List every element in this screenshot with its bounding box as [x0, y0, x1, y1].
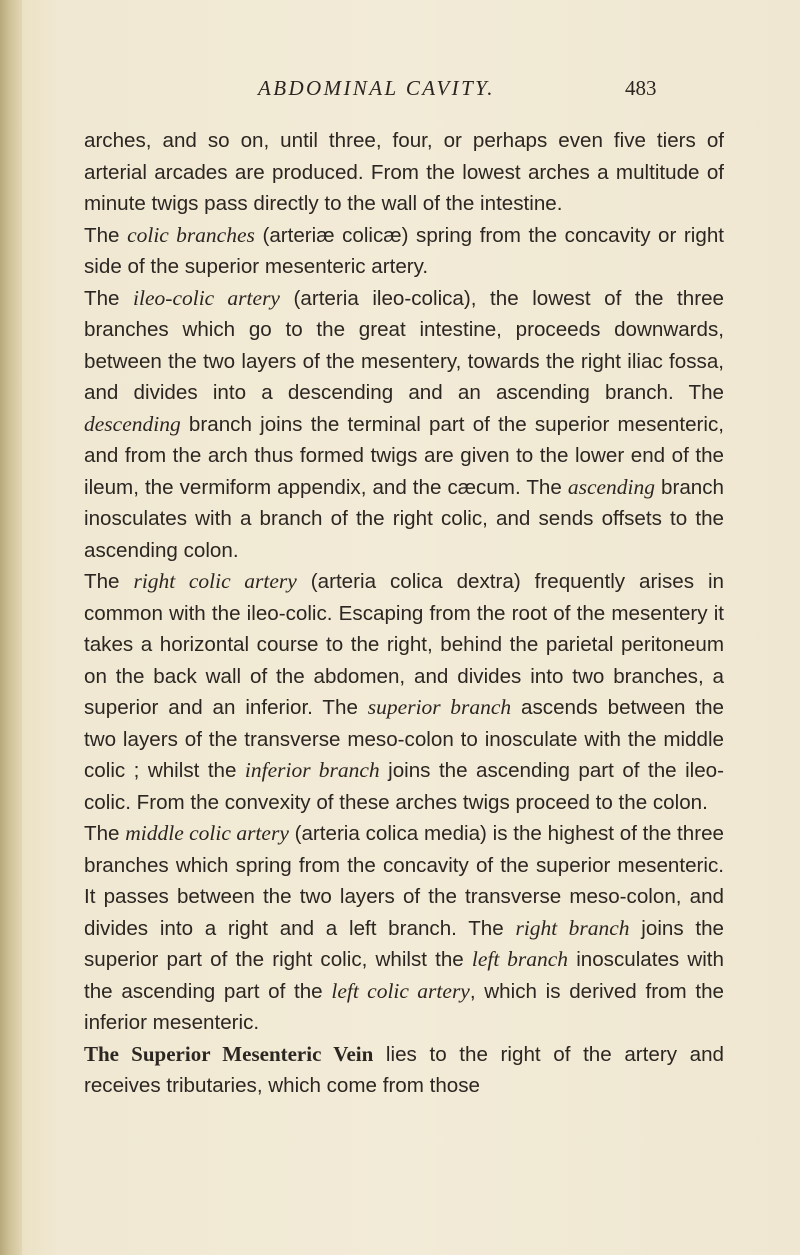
paragraph — [84, 283, 724, 567]
text-run: branch joins the terminal part of the superior mesenteric, and from the arch thus formed twigs are given to the lower end of the ileum, the vermiform appendix, and the cæcum. The — [84, 412, 724, 499]
page-number: 483 — [625, 76, 657, 100]
italic-term: right branch — [515, 915, 630, 940]
italic-term: ascending — [567, 474, 656, 499]
italic-term: ileo-colic artery — [133, 285, 280, 310]
running-title: ABDOMINAL CAVITY. — [258, 76, 495, 100]
paragraph — [84, 125, 724, 220]
text-run: (arteria colica media) is the highest of the three branches which spring from the concavity of the superior mesenteric. It passes between the two layers of the transverse meso-colon, and divides into a right and a left branch. The — [84, 822, 724, 940]
italic-term: left branch — [471, 947, 569, 971]
text-run: joins the superior part of the right colic, whilst the — [84, 916, 724, 971]
italic-term: left colic artery — [331, 978, 470, 1003]
text-run: (arteria ileo-colica), the lowest of the three branches which go to the great intestine, proceeds downwards, between the two layers of the mesentery, towards the right iliac fossa, and divides into a descending and an ascending branch. The — [84, 286, 724, 404]
text-run: arches, and so on, until three, four, or perhaps even five tiers of arterial arcades are produced. From the lowest arches a multitude of minute twigs pass directly to the wall of the intestine. — [84, 129, 724, 215]
text-run: The — [84, 570, 134, 593]
italic-term: superior branch — [367, 695, 512, 719]
text-run: branch inosculates with a branch of the right colic, and sends offsets to the ascending colon. — [84, 475, 724, 562]
italic-term: middle colic artery — [125, 821, 289, 845]
paragraph — [84, 566, 724, 818]
text-run: inosculates with the ascending part of the — [84, 948, 724, 1003]
text-run: , which is derived from the inferior mesenteric. — [84, 979, 724, 1034]
italic-term: colic branches — [127, 222, 255, 247]
page-header — [0, 56, 800, 100]
text-run: (arteria colica dextra) frequently arises in common with the ileo-colic. Escaping from the root of the mesentery it takes a horizontal course to the right, behind the parietal peritoneum on the back wall of the abdomen, and divides into two branches, a superior and an inferior. The — [84, 570, 724, 719]
italic-term: descending — [84, 411, 181, 436]
italic-term: right colic artery — [133, 569, 297, 593]
text-run: lies to the right of the artery and receives tributaries, which come from those — [84, 1042, 724, 1097]
italic-term: inferior branch — [244, 758, 380, 782]
text-run: The — [84, 223, 128, 247]
body-text — [84, 125, 724, 1102]
text-run: (arteriæ colicæ) spring from the concavity or right side of the superior mesenteric artery. — [84, 223, 724, 278]
paragraph — [84, 1039, 724, 1102]
text-run: The — [84, 286, 134, 310]
paragraph — [84, 220, 724, 283]
text-run: ascends between the two layers of the transverse meso-colon to inosculate with the middle colic ; whilst the — [84, 696, 725, 782]
bold-heading: The Superior Mesenteric Vein — [84, 1041, 374, 1066]
text-run: joins the ascending part of the ileo-colic. From the convexity of these arches twigs proceed to the colon. — [84, 759, 724, 814]
text-run: The — [84, 822, 126, 845]
page-binding-shadow — [0, 0, 22, 1255]
paragraph — [84, 818, 724, 1039]
